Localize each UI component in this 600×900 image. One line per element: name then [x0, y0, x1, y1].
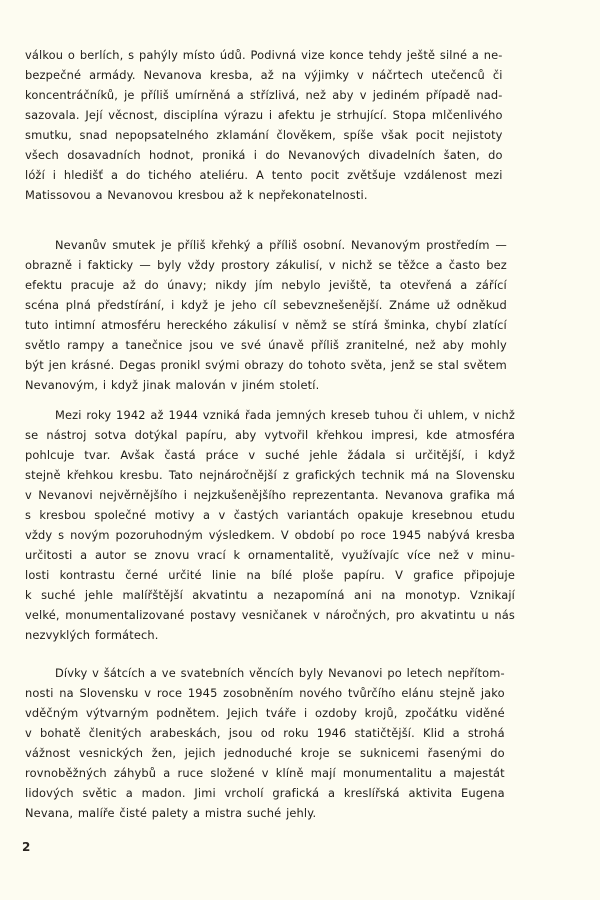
text-line: scéna plná předstírání, i když je jeho cíl sebevznešenější. Známe už odněkud: [25, 298, 507, 312]
paragraph-2: [25, 235, 507, 395]
text-line: vděčným výtvarným podnětem. Jejich tváře i ozdoby krojů, zpočátku viděné: [25, 706, 505, 720]
paragraph-3: [25, 405, 515, 645]
text-line: určitosti a autor se znovu vrací k ornamentalitě, využívajíc více než v minu-: [25, 548, 515, 562]
paragraph-4: [25, 663, 505, 823]
text-line: sazovala. Její věcnost, disciplína výrazu i afektu je strhující. Stopa mlčenlivého: [25, 108, 503, 122]
text-line: Nevanův smutek je příliš křehký a příliš osobní. Nevanovým prostředím —: [55, 238, 507, 252]
text-line: velké, monumentalizované postavy vesničanek v náročných, pro akvatintu u nás: [25, 608, 515, 622]
text-line: nosti na Slovensku v roce 1945 zosobněním nového tvůrčího elánu stejně jako: [25, 686, 505, 700]
text-line: v Nevanovi nejvěrnějšího i nejzkušenějšího reprezentanta. Nevanova grafika má: [25, 488, 515, 502]
text-line: Nevanovým, i když jinak malován v jiném století.: [25, 378, 320, 392]
text-line: lidových světic a madon. Jimi vrcholí grafická a kreslířská aktivita Eugena: [25, 786, 505, 800]
text-line: vážnost vesnických žen, jejich jednoduché kroje se suknicemi řasenými do: [25, 746, 505, 760]
paragraph-1: [25, 45, 503, 205]
text-line: Nevana, malíře čisté palety a mistra suché jehly.: [25, 806, 317, 820]
text-line: v bohatě členitých arabeskách, jsou od roku 1946 statičtější. Klid a strohá: [25, 726, 505, 740]
text-line: rovnoběžných záhybů a ruce složené v klíně mají monumentalitu a majestát: [25, 766, 505, 780]
text-line: všech dosavadních hodnot, proniká i do Nevanových divadelních šaten, do: [25, 148, 503, 162]
text-line: válkou o berlích, s pahýly místo údů. Podivná vize konce tehdy ještě silné a ne-: [25, 48, 503, 62]
text-line: losti kontrastu černé určité linie na bílé ploše papíru. V grafice připojuje: [25, 568, 515, 582]
text-line: světlo rampy a tanečnice jsou ve své únavě příliš zranitelné, než aby mohly: [25, 338, 507, 352]
text-line: koncentráčníků, je příliš umírněná a střízlivá, než aby v jediném případě nad-: [25, 88, 503, 102]
text-line: Dívky v šátcích a ve svatebních věncích byly Nevanovi po letech nepřítom-: [55, 666, 505, 680]
text-line: Mezi roky 1942 až 1944 vzniká řada jemných kreseb tuhou či uhlem, v nichž: [55, 408, 515, 422]
text-line: se nástroj sotva dotýkal papíru, aby vytvořil křehkou impresi, kde atmosféra: [25, 428, 515, 442]
text-line: stejně křehkou kresbu. Tato nejnáročnější z grafických technik má na Slovensku: [25, 468, 515, 482]
text-line: nezvyklých formátech.: [25, 628, 159, 642]
text-line: k suché jehle malířštější akvatintu a nezapomíná ani na monotyp. Vznikají: [25, 588, 515, 602]
text-line: být jen krásné. Degas pronikl svými obrazy do tohoto světa, jenž se stal světem: [25, 358, 507, 372]
text-line: pohlcuje tvar. Avšak častá práce v suché jehle žádala si určitější, i když: [25, 448, 515, 462]
text-line: vždy s novým pozoruhodným výsledkem. V období po roce 1945 nabývá kresba: [25, 528, 515, 542]
text-line: Matissovou a Nevanovou kresbou až k nepřekonatelnosti.: [25, 188, 368, 202]
text-line: tuto intimní atmosféru hereckého zákulisí v němž se stírá šminka, chybí zlatící: [25, 318, 507, 332]
text-line: obrazně i fakticky — byly vždy prostory zákulisí, v nichž se těžce a často bez: [25, 258, 507, 272]
text-line: efektu pracuje až do únavy; nikdy jím nebylo jeviště, ta otevřená a zářící: [25, 278, 507, 292]
text-line: lóží i hledišť a do tichého ateliéru. A tento pocit zvětšuje vzdálenost mezi: [25, 168, 503, 182]
text-line: smutku, snad nepopsatelného zklamání člověkem, spíše však pocit nejistoty: [25, 128, 503, 142]
page-number: 2: [22, 840, 31, 854]
text-line: bezpečné armády. Nevanova kresba, až na výjimky v náčrtech utečenců či: [25, 68, 503, 82]
text-line: s kresbou společné motivy a v častých variantách opakuje kresebnou etudu: [25, 508, 515, 522]
